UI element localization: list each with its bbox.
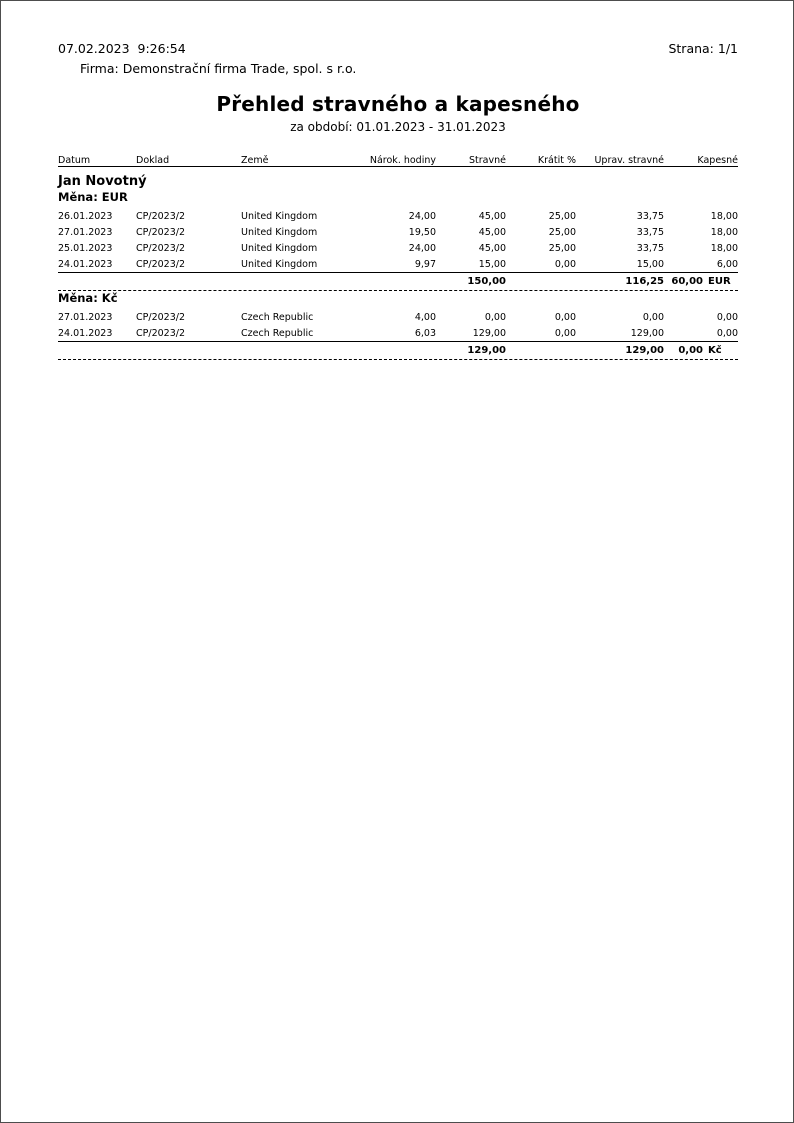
column-header-hodiny: Nárok. hodiny — [346, 155, 436, 167]
column-header-uprav-stravne: Uprav. stravné — [576, 155, 664, 167]
group-total-row — [58, 342, 738, 360]
cell-hodiny: 24,00 — [408, 210, 436, 222]
cell-datum: 27.01.2023 — [58, 226, 113, 238]
cell-datum: 25.01.2023 — [58, 242, 113, 254]
cell-hodiny: 24,00 — [408, 242, 436, 254]
cell-zeme: United Kingdom — [241, 210, 318, 222]
cell-kapesne: 18,00 — [710, 226, 738, 238]
cell-datum: 26.01.2023 — [58, 210, 113, 222]
group-total-row — [58, 273, 738, 291]
total-stravne: 150,00 — [467, 276, 506, 287]
table-row — [58, 325, 738, 342]
report-body — [58, 41, 738, 360]
total-kapesne-value: 0,00 — [678, 345, 703, 356]
table-row — [58, 256, 738, 273]
person-group-title — [58, 167, 738, 191]
total-currency: Kč — [708, 345, 722, 356]
cell-uprav-stravne: 33,75 — [636, 226, 664, 238]
cell-datum: 24.01.2023 — [58, 325, 136, 342]
cell-uprav-stravne: 129,00 — [576, 325, 664, 342]
cell-doklad: CP/2023/2 — [136, 242, 185, 254]
cell-stravne: 45,00 — [478, 210, 506, 222]
report-table — [58, 155, 738, 360]
cell-uprav-stravne: 0,00 — [642, 311, 664, 323]
cell-stravne: 15,00 — [436, 256, 506, 273]
total-kapesne — [664, 342, 738, 360]
cell-kapesne: 0,00 — [664, 325, 738, 342]
cell-zeme: United Kingdom — [241, 242, 318, 254]
cell-kratit: 0,00 — [506, 256, 576, 273]
cell-kapesne: 18,00 — [710, 210, 738, 222]
cell-doklad: CP/2023/2 — [136, 226, 185, 238]
cell-kratit: 0,00 — [506, 325, 576, 342]
company-name: Firma: Demonstrační firma Trade, spol. s r.o. — [80, 61, 357, 76]
cell-doklad: CP/2023/2 — [136, 325, 241, 342]
total-spacer — [58, 342, 136, 360]
cell-zeme: United Kingdom — [241, 226, 318, 238]
total-uprav-stravne: 129,00 — [625, 345, 664, 356]
column-header-kratit: Krátit % — [506, 155, 576, 167]
total-spacer — [136, 342, 241, 360]
currency-group-title — [58, 190, 738, 208]
person-name: Jan Novotný — [58, 174, 147, 189]
cell-doklad: CP/2023/2 — [136, 256, 241, 273]
cell-hodiny: 6,03 — [346, 325, 436, 342]
table-row — [58, 224, 738, 240]
cell-stravne: 0,00 — [484, 311, 506, 323]
total-spacer — [136, 273, 241, 291]
total-kapesne-value: 60,00 — [671, 276, 703, 287]
cell-kratit: 25,00 — [548, 226, 576, 238]
print-datetime: 07.02.2023 9:26:54 — [58, 41, 186, 56]
table-header-row — [58, 155, 738, 167]
total-spacer — [506, 342, 576, 360]
cell-hodiny: 9,97 — [346, 256, 436, 273]
group-separator — [58, 359, 738, 360]
cell-kapesne: 0,00 — [716, 311, 738, 323]
total-spacer — [58, 273, 136, 291]
currency-label: Měna: EUR — [58, 190, 128, 204]
cell-kratit: 0,00 — [554, 311, 576, 323]
total-stravne: 129,00 — [467, 345, 506, 356]
page-subtitle: za období: 01.01.2023 - 31.01.2023 — [290, 120, 506, 134]
cell-stravne: 129,00 — [436, 325, 506, 342]
cell-datum: 27.01.2023 — [58, 311, 113, 323]
table-row — [58, 309, 738, 325]
cell-zeme: Czech Republic — [241, 311, 314, 323]
total-uprav-stravne: 116,25 — [625, 276, 664, 287]
total-spacer — [241, 342, 346, 360]
cell-hodiny: 19,50 — [408, 226, 436, 238]
total-currency: EUR — [708, 276, 731, 287]
total-spacer — [346, 273, 436, 291]
cell-stravne: 45,00 — [478, 242, 506, 254]
page-number: Strana: 1/1 — [668, 41, 738, 56]
cell-hodiny: 4,00 — [414, 311, 436, 323]
cell-stravne: 45,00 — [478, 226, 506, 238]
column-header-doklad: Doklad — [136, 155, 241, 167]
currency-group-title — [58, 291, 738, 309]
cell-uprav-stravne: 15,00 — [576, 256, 664, 273]
column-header-kapesne: Kapesné — [664, 155, 738, 167]
cell-datum: 24.01.2023 — [58, 256, 136, 273]
cell-doklad: CP/2023/2 — [136, 210, 185, 222]
cell-kratit: 25,00 — [548, 242, 576, 254]
page-title: Přehled stravného a kapesného — [216, 92, 580, 116]
cell-doklad: CP/2023/2 — [136, 311, 185, 323]
column-header-datum: Datum — [58, 155, 136, 167]
table-row — [58, 240, 738, 256]
cell-zeme: Czech Republic — [241, 325, 346, 342]
total-spacer — [241, 273, 346, 291]
total-kapesne — [664, 273, 738, 291]
column-header-zeme: Země — [241, 155, 346, 167]
total-spacer — [506, 273, 576, 291]
currency-label: Měna: Kč — [58, 291, 118, 305]
total-spacer — [346, 342, 436, 360]
report-meta-row — [58, 41, 738, 56]
cell-uprav-stravne: 33,75 — [636, 210, 664, 222]
cell-kratit: 25,00 — [548, 210, 576, 222]
column-header-stravne: Stravné — [436, 155, 506, 167]
cell-kapesne: 18,00 — [710, 242, 738, 254]
cell-zeme: United Kingdom — [241, 256, 346, 273]
cell-kapesne: 6,00 — [664, 256, 738, 273]
table-row — [58, 208, 738, 224]
cell-uprav-stravne: 33,75 — [636, 242, 664, 254]
